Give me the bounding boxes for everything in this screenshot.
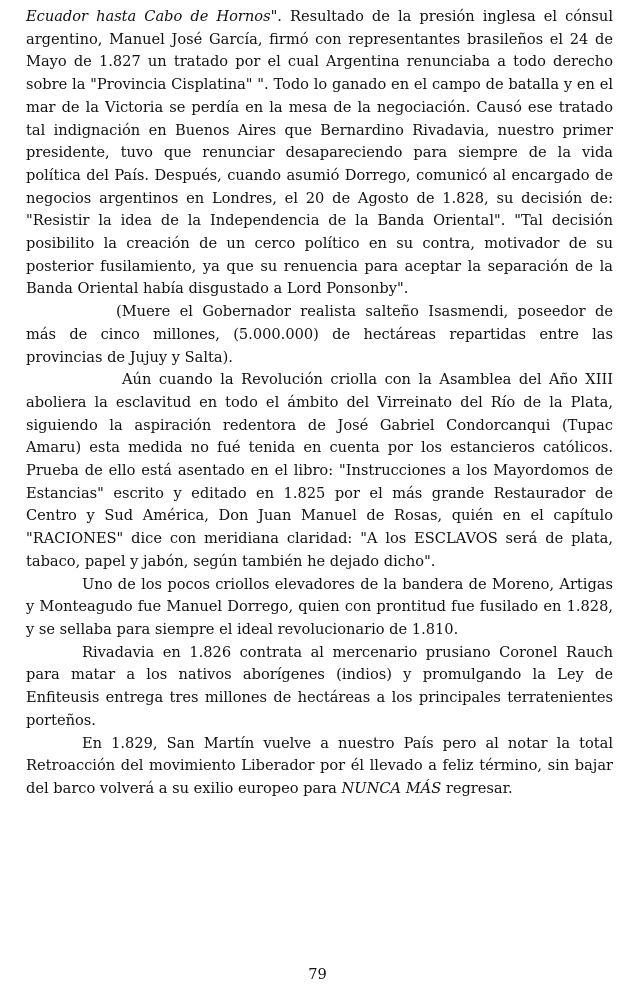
page-number: 79 [308, 966, 327, 983]
paragraph-4: Uno de los pocos criollos elevadores de la bandera de Moreno, Artigas y Monteagudo fue Manuel Dorrego, quien con prontitud fue fusilado en 1.828, y se sellaba para siempre el ideal revolucionario de 1.810. [26, 575, 613, 638]
paragraph-6 [26, 733, 613, 801]
italic-quote-end: Ecuador hasta Cabo de Hornos". [26, 8, 282, 25]
paragraph-1 [26, 6, 613, 301]
paragraph-6-text: En 1.829, San Martín vuelve a nuestro País pero al notar la total Retroacción del movimiento Liberador por él llevado a feliz término, sin bajar del barco volverá a su exilio europeo para [26, 734, 613, 797]
page-body [26, 6, 613, 801]
paragraph-5: Rivadavia en 1.826 contrata al mercenario prusiano Coronel Rauch para matar a los nativos aborígenes (indios) y promulgando la Ley de Enfiteusis entrega tres millones de hectáreas a los principales terratenientes porteños. [26, 643, 613, 729]
paragraph-2: (Muere el Gobernador realista salteño Isasmendi, poseedor de más de cinco millones, (5.000.000) de hectáreas repartidas entre las provincias de Jujuy y Salta). [26, 303, 613, 366]
paragraph-1-text: Resultado de la presión inglesa el cónsul argentino, Manuel José García, firmó con representantes brasileños el 24 de Mayo de 1.827 un tratado por el cual Argentina renunciaba a todo derecho sobre la "Provincia Cisplatina" ". Todo lo ganado en el campo de batalla y en el mar de la Victoria se perdía en la mesa de la negociación. Causó ese tratado tal indignación en Buenos Aires que Bernardino Rivadavia, nuestro primer presidente, tuvo que renunciar desapareciendo para siempre de la vida política del País. Después, cuando asumió Dorrego, comunicó al encargado de negocios argentinos en Londres, el 20 de Agosto de 1.828, su decisión de: "Resistir la idea de la Independencia de la Banda Oriental". "Tal decisión posibilito la creación de un cerco político en su contra, motivador de su posterior fusilamiento, ya que su renuencia para aceptar la separación de la Banda Oriental había disgustado a Lord Ponsonby". [26, 8, 613, 298]
paragraph-6-end: regresar. [441, 779, 513, 797]
paragraph-3: Aún cuando la Revolución criolla con la Asamblea del Año XIII aboliera la esclavitud en todo el ámbito del Virreinato del Río de la Plata, siguiendo la aspiración redentora de José Gabriel Condorcanqui (Tupac Amaru) esta medida no fué tenida en cuenta por los estancieros católicos. Prueba de ello está asentado en el libro: "Instrucciones a los Mayordomos de Estancias" escrito y editado en 1.825 por el más grande Restaurador de Centro y Sud América, Don Juan Manuel de Rosas, quién en el capítulo "RACIONES" dice con meridiana claridad: "A los ESCLAVOS será de plata, tabaco, papel y jabón, según también he dejado dicho". [26, 371, 613, 570]
italic-emphasis: NUNCA MÁS [341, 779, 442, 797]
